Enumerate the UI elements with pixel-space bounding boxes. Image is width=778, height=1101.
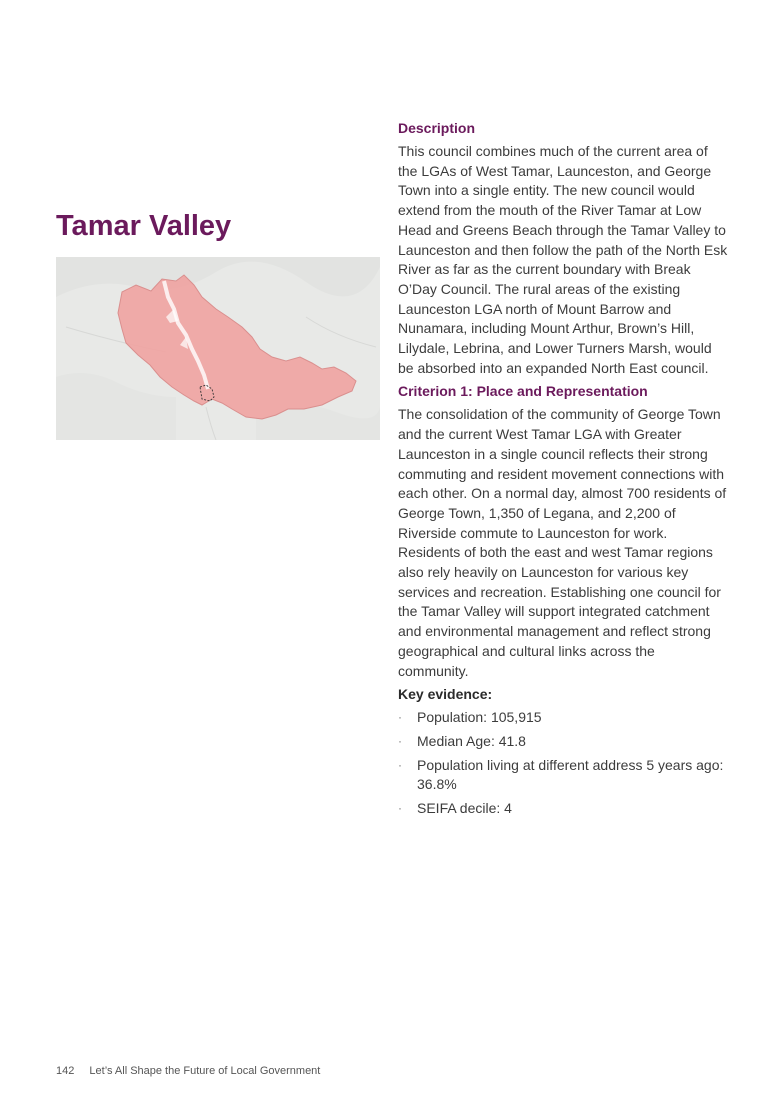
bullet-icon: ·: [398, 710, 402, 725]
region-map: [56, 257, 380, 440]
bullet-icon: ·: [398, 801, 402, 816]
evidence-item-text: SEIFA decile: 4: [417, 800, 512, 817]
bullet-icon: ·: [398, 757, 402, 772]
criterion-text: The consolidation of the community of George Town and the current West Tamar LGA with Greater Launceston in a single council reflects their strong commuting and resident movement connections with each other. On a normal day, almost 700 residents of George Town, 1,350 of Legana, and 2,200 of Riverside commute to Launceston for work. Residents of both the east and west Tamar regions also rely heavily on Launceston for various key services and recreation. Establishing one council for the Tamar Valley will support integrated catchment and environmental management and reflect strong geographical and cultural links across the community.: [398, 406, 727, 679]
description-text: This council combines much of the current area of the LGAs of West Tamar, Launceston, and George Town into a single entity. The new council would extend from the mouth of the River Tamar at Low Head and Greens Beach through the Tamar Valley to Launceston and then follow the path of the North Esk River as far as the current boundary with Break O’Day Council. The rural areas of the existing Launceston LGA north of Mount Barrow and Nunamara, including Mount Arthur, Brown’s Hill, Lilydale, Lebrina, and Lower Turners Marsh, would be absorbed into an expanded North East council.: [398, 143, 728, 376]
evidence-item-text: Population: 105,915: [417, 709, 542, 726]
evidence-item: [398, 732, 728, 752]
evidence-item: [398, 708, 728, 728]
region-map-graphic: [56, 257, 380, 440]
description-heading: Description: [398, 120, 476, 136]
criterion-heading: Criterion 1: Place and Representation: [398, 383, 648, 400]
evidence-item-text: Population living at different address 5 years ago: 36.8%: [417, 756, 724, 793]
key-evidence-label: Key evidence:: [398, 686, 493, 703]
evidence-list: [398, 708, 728, 819]
page-footer: [56, 1065, 320, 1077]
bullet-icon: ·: [398, 733, 402, 748]
evidence-item: [398, 756, 728, 795]
page-title: Tamar Valley: [56, 210, 232, 242]
page-number: 142: [56, 1065, 75, 1077]
evidence-item: [398, 799, 728, 819]
footer-title: Let’s All Shape the Future of Local Government: [89, 1065, 321, 1077]
content-column: [398, 118, 728, 823]
evidence-item-text: Median Age: 41.8: [417, 732, 526, 749]
